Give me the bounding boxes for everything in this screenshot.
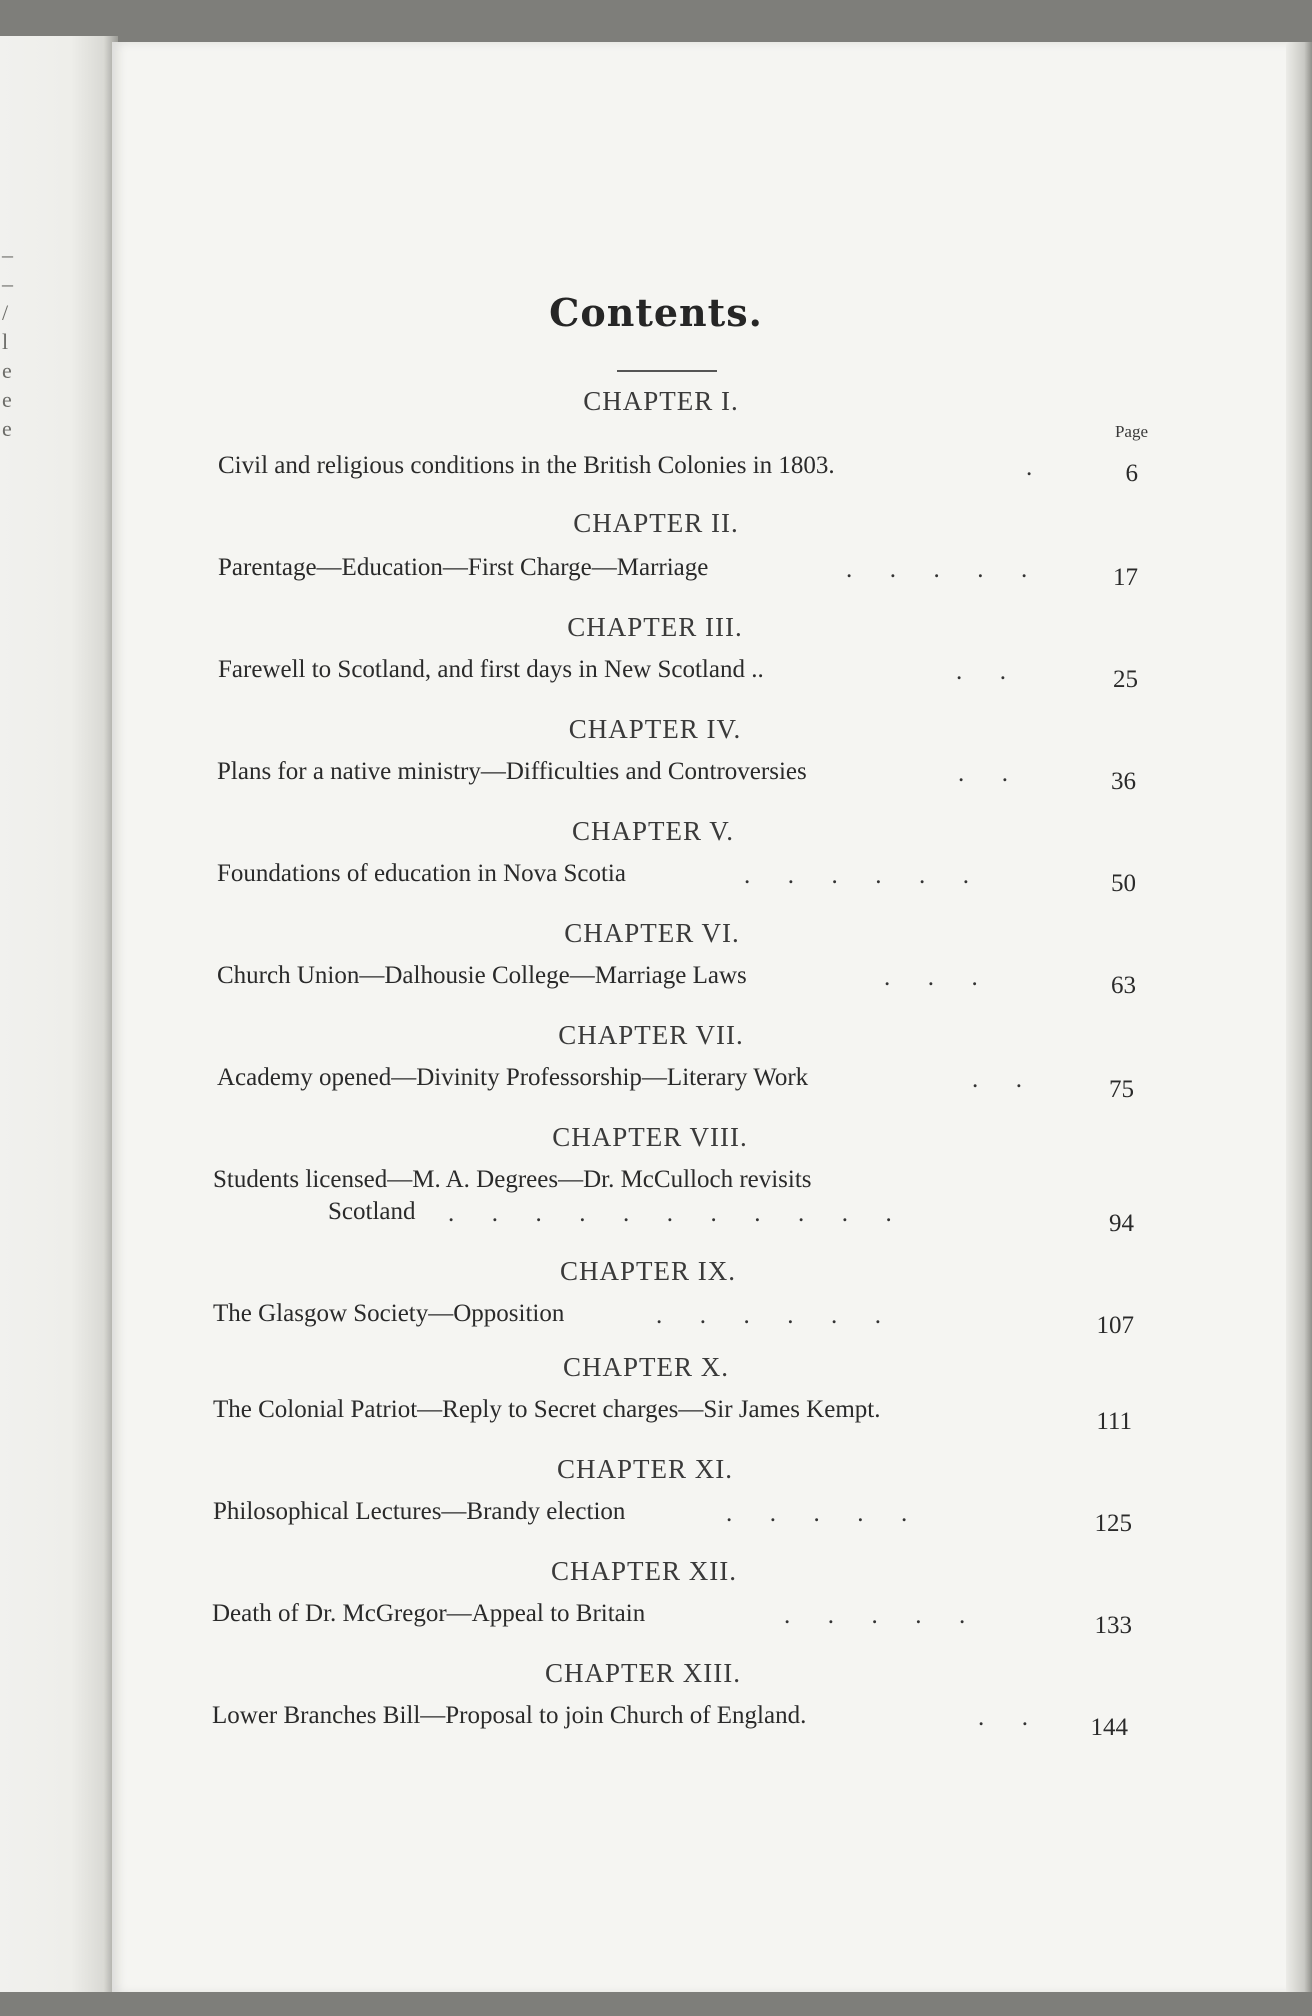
chapter-title: The Glasgow Society—Opposition	[213, 1300, 565, 1327]
leader-dots: . .	[972, 1066, 1022, 1093]
chapter-heading: CHAPTER V.	[571, 816, 735, 846]
leader-dots: . . . . . .	[656, 1302, 881, 1329]
page-number: 25	[1113, 666, 1138, 693]
chapter-title: Church Union—Dalhousie College—Marriage Laws	[217, 962, 747, 989]
chapter-title: Civil and religious conditions in the British Colonies in 1803.	[218, 452, 835, 479]
page-number: 107	[1096, 1312, 1134, 1339]
leader-dots: . .	[978, 1704, 1028, 1731]
chapter-heading: CHAPTER VI.	[564, 918, 740, 948]
leader-dots: . . . . .	[846, 556, 1028, 583]
leader-dots: . .	[956, 658, 1006, 685]
leader-dots: . . . . .	[784, 1602, 966, 1629]
chapter-title: Farewell to Scotland, and first days in New Scotland ..	[218, 656, 764, 683]
page-number: 144	[1090, 1714, 1128, 1741]
page-number: 50	[1111, 870, 1136, 897]
leader-dots: . . . . .	[726, 1500, 908, 1527]
page-number: 94	[1109, 1210, 1134, 1237]
chapter-heading: CHAPTER IV.	[568, 714, 742, 744]
previous-page-text-fragments: – – / l e e e	[2, 242, 13, 441]
page-column-label: Page	[1114, 422, 1148, 441]
chapter-title: Foundations of education in Nova Scotia	[217, 860, 626, 887]
chapter-heading: CHAPTER IX.	[559, 1256, 736, 1286]
page-number: 111	[1096, 1408, 1132, 1435]
chapter-title: Plans for a native ministry—Difficulties and Controversies	[217, 758, 807, 785]
page-number: 17	[1113, 564, 1138, 591]
leader-dots: . .	[958, 760, 1008, 787]
page-number: 133	[1094, 1612, 1132, 1639]
chapter-heading: CHAPTER XI.	[556, 1454, 733, 1484]
page-number: 75	[1109, 1076, 1134, 1103]
page-number: 6	[1125, 460, 1138, 487]
chapter-title: The Colonial Patriot—Reply to Secret charges—Sir James Kempt.	[213, 1396, 881, 1423]
chapter-title: Lower Branches Bill—Proposal to join Church of England.	[212, 1702, 807, 1729]
chapter-heading: CHAPTER I.	[583, 386, 739, 416]
leader-dots: . . . . . .	[744, 862, 969, 889]
chapter-title: Students licensed—M. A. Degrees—Dr. McCulloch revisits	[213, 1166, 812, 1193]
chapter-title: Philosophical Lectures—Brandy election	[213, 1498, 626, 1525]
page-number: 36	[1111, 768, 1136, 795]
page-number: 125	[1094, 1510, 1132, 1537]
chapter-heading: CHAPTER XIII.	[545, 1658, 741, 1688]
chapter-heading: CHAPTER VIII.	[552, 1122, 748, 1152]
chapter-title: Parentage—Education—First Charge—Marriage	[218, 554, 709, 581]
chapter-title: Academy opened—Divinity Professorship—Literary Work	[217, 1064, 809, 1091]
title-rule	[617, 370, 717, 372]
page-number: 63	[1111, 972, 1136, 999]
chapter-heading: CHAPTER VII.	[558, 1020, 744, 1050]
chapter-title-continuation: Scotland	[328, 1198, 416, 1225]
chapter-heading: CHAPTER II.	[573, 508, 739, 538]
scan-bottom-border	[0, 1992, 1312, 2016]
chapter-heading: CHAPTER X.	[562, 1352, 729, 1382]
chapter-title: Death of Dr. McGregor—Appeal to Britain	[212, 1600, 646, 1627]
leader-dots: . . . . . . . . . . .	[448, 1200, 892, 1227]
chapter-heading: CHAPTER XII.	[551, 1556, 737, 1586]
scan-top-border	[0, 0, 1312, 44]
page-title: Contents.	[549, 290, 763, 335]
leader-dots: . . .	[884, 964, 978, 991]
leader-dots: .	[1026, 454, 1033, 481]
chapter-heading: CHAPTER III.	[567, 612, 743, 642]
